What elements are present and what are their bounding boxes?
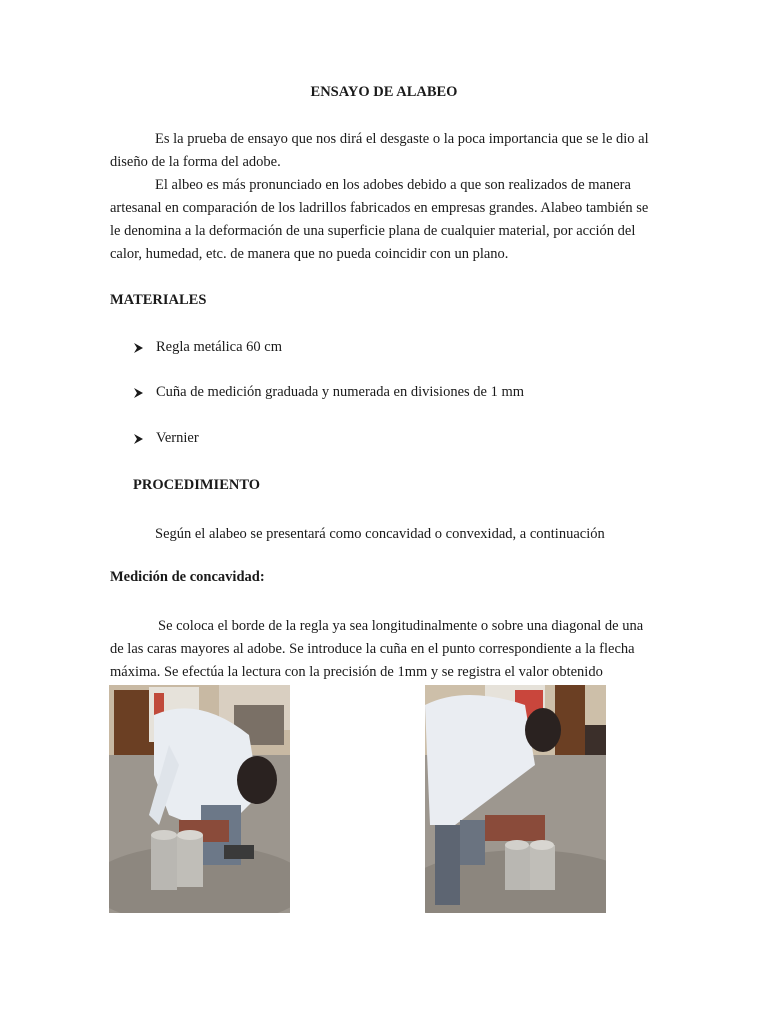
intro-paragraph-1: Es la prueba de ensayo que nos dirá el desgaste o la poca importancia que se le dio al diseño de la forma del adobe. <box>110 131 649 170</box>
materials-heading: MATERIALES <box>110 292 207 308</box>
concavity-heading: Medición de concavidad: <box>110 569 265 585</box>
list-item <box>133 384 524 401</box>
list-item <box>133 430 199 447</box>
procedure-text: Según el alabeo se presentará como concavidad o convexidad, a continuación <box>155 526 605 542</box>
concavity-text: Se coloca el borde de la regla ya sea longitudinalmente o sobre una diagonal de una de las caras mayores al adobe. Se introduce la cuña en el punto correspondiente a la flecha máxima. Se efectúa la lectura con la precisión de 1mm y se registra el valor obtenido <box>110 618 644 680</box>
material-item-label: Regla metálica 60 cm <box>156 339 283 355</box>
arrow-bullet-icon <box>133 343 143 353</box>
list-item <box>133 339 282 356</box>
procedure-heading: PROCEDIMIENTO <box>133 477 261 493</box>
page-title: ENSAYO DE ALABEO <box>310 84 458 100</box>
intro-paragraph-2: El albeo es más pronunciado en los adobes debido a que son realizados de manera artesanal en comparación de los ladrillos fabricados en empresas grandes. Alabeo también se le denomina a la deformación de una superficie plana de cualquier material, por acción del calor, humedad, etc. de manera que no pueda coincidir con un plano. <box>110 177 649 262</box>
left-photo <box>109 685 290 913</box>
right-photo <box>425 685 606 913</box>
arrow-bullet-icon <box>133 434 143 444</box>
material-item-label: Vernier <box>156 430 199 446</box>
material-item-label: Cuña de medición graduada y numerada en divisiones de 1 mm <box>156 384 525 400</box>
arrow-bullet-icon <box>133 388 143 398</box>
